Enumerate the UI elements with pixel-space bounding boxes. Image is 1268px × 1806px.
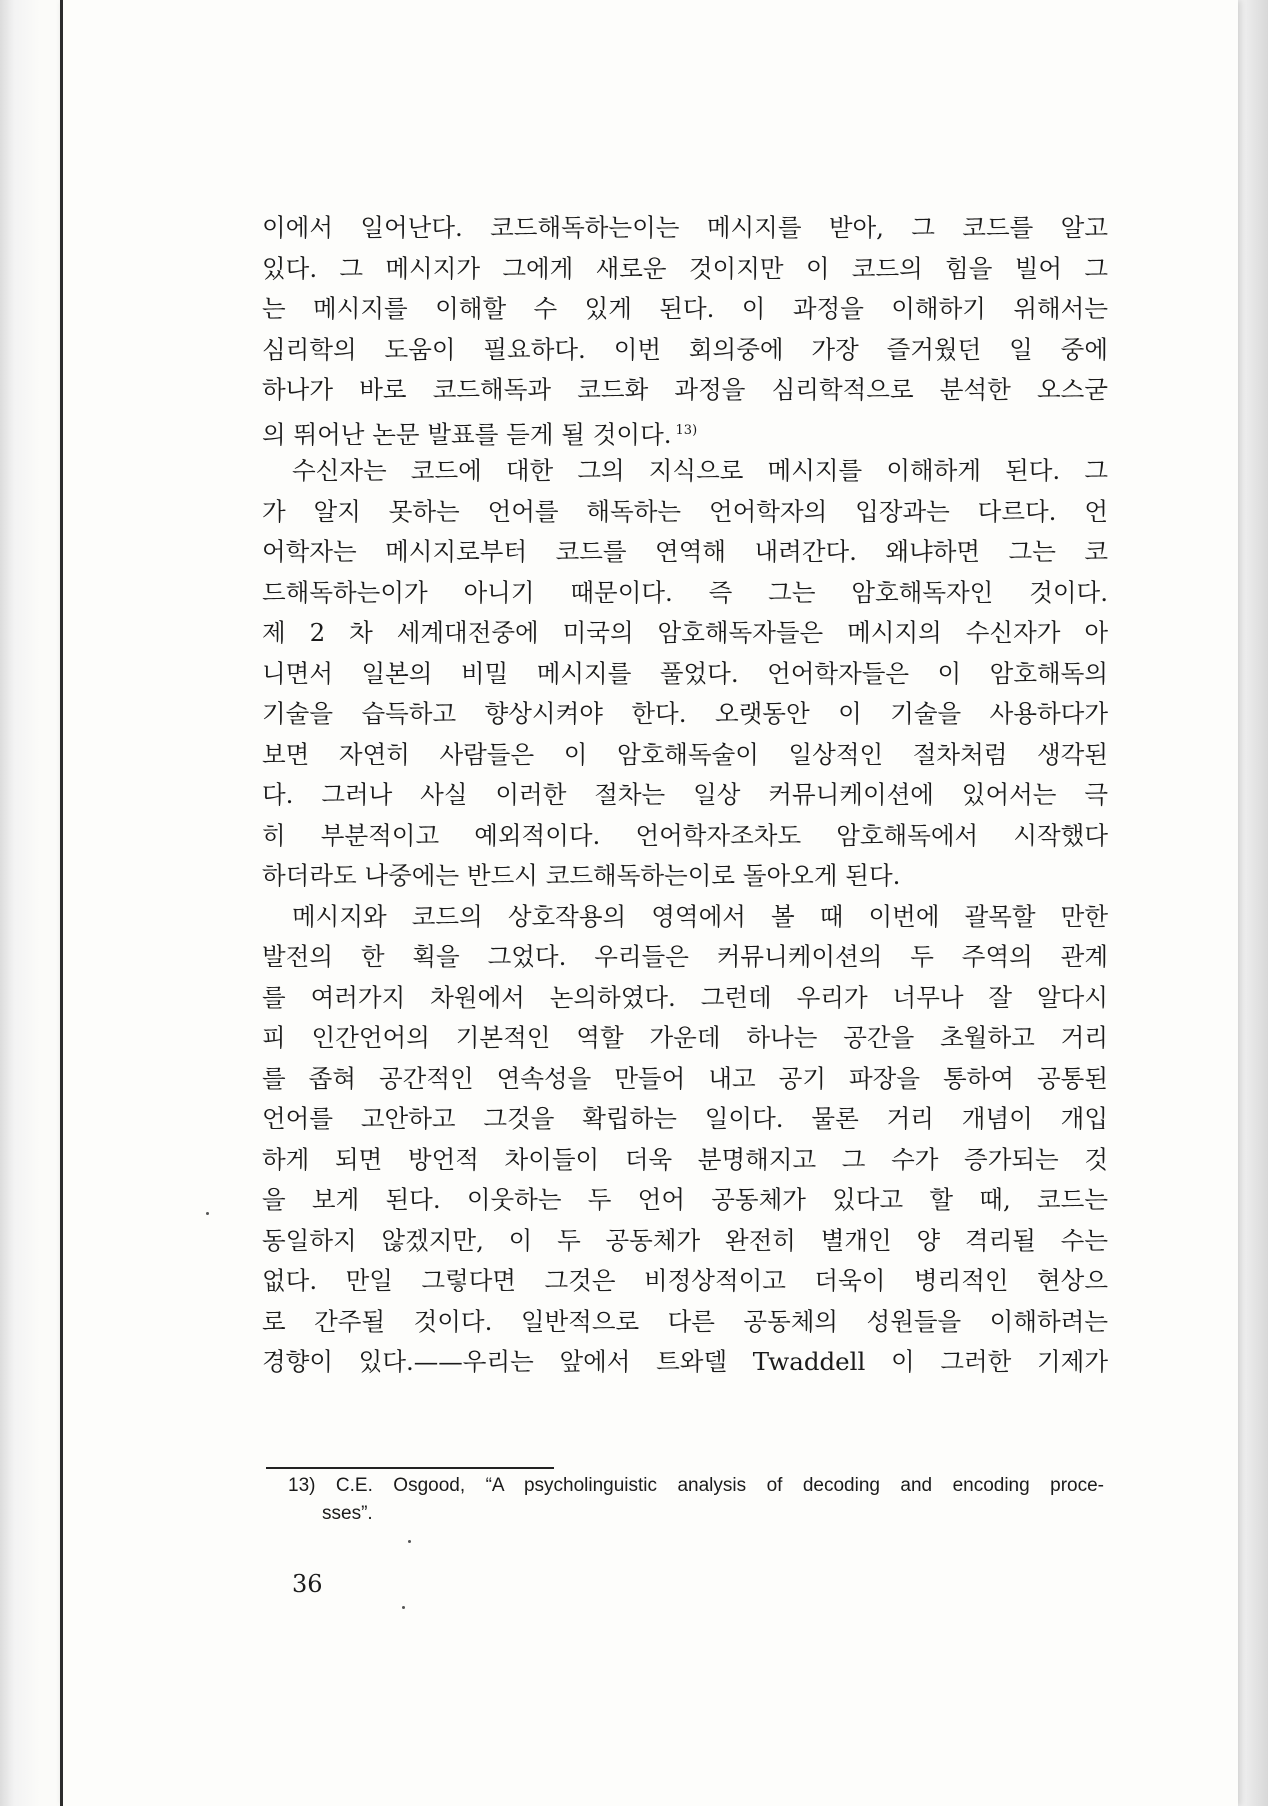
text-line: 니면서 일본의 비밀 메시지를 풀었다. 언어학자들은 이 암호해독의 [262,658,1108,688]
footnote-reference: 13) [675,422,698,438]
text-line-with-footnote-ref [262,411,1108,452]
paragraph-start-line: 수신자는 코드에 대한 그의 지식으로 메시지를 이해하게 된다. 그 [292,456,1108,485]
text-line: 하나가 바로 코드해독과 코드화 과정을 심리학적으로 분석한 오스굳 [262,375,1108,404]
page-number: 36 [292,1570,323,1598]
text-line: 없다. 만일 그렇다면 그것은 비정상적이고 더욱이 병리적인 현상으 [262,1266,1108,1295]
text-line: 이에서 일어난다. 코드해독하는이는 메시지를 받아, 그 코드를 알고 [262,213,1108,242]
text-line: 를 여러가지 차원에서 논의하였다. 그런데 우리가 너무나 잘 알다시 [262,982,1108,1012]
footnote [288,1472,1104,1528]
text-line: 는 메시지를 이해할 수 있게 된다. 이 과정을 이해하기 위해서는 [262,294,1108,323]
text-line: 다. 그러나 사실 이러한 절차는 일상 커뮤니케이션에 있어서는 극 [262,780,1108,809]
text-line: 발전의 한 획을 그었다. 우리들은 커뮤니케이션의 두 주역의 관계 [262,942,1108,971]
footnote-divider [266,1467,554,1469]
paragraph-start-line: 메시지와 코드의 상호작용의 영역에서 볼 때 이번에 괄목할 만한 [292,901,1108,931]
text-line: 히 부분적이고 예외적이다. 언어학자조차도 암호해독에서 시작했다 [262,820,1108,850]
text-line: 하게 되면 방언적 차이들이 더욱 분명해지고 그 수가 증가되는 것 [262,1144,1108,1174]
text-line: 언어를 고안하고 그것을 확립하는 일이다. 물론 거리 개념이 개입 [262,1104,1108,1133]
text-line: 보면 자연히 사람들은 이 암호해독술이 일상적인 절차처럼 생각된 [262,739,1108,769]
text-line: 를 좁혀 공간적인 연속성을 만들어 내고 공기 파장을 통하여 공통된 [262,1063,1108,1093]
scan-speck [206,1212,209,1215]
text-line: 을 보게 된다. 이웃하는 두 언어 공동체가 있다고 할 때, 코드는 [262,1185,1108,1214]
footnote-line: sses”. [322,1503,373,1524]
text-line: 심리학의 도움이 필요하다. 이번 회의중에 가장 즐거웠던 일 중에 [262,334,1108,364]
text-line-content: 의 뛰어난 논문 발표를 듣게 될 것이다. [262,419,672,449]
text-line: 제 2 차 세계대전중에 미국의 암호해독자들은 메시지의 수신자가 아 [262,618,1108,647]
scan-speck [402,1606,405,1609]
text-line: 경향이 있다.——우리는 앞에서 트와델 Twaddell 이 그러한 기제가 [262,1347,1108,1376]
text-line: 동일하지 않겠지만, 이 두 공동체가 완전히 별개인 양 격리될 수는 [262,1225,1108,1255]
footnote-line: 13) C.E. Osgood, “A psycholinguistic analysis of decoding and encoding proce- [288,1475,1104,1496]
text-line: 드해독하는이가 아니기 때문이다. 즉 그는 암호해독자인 것이다. [262,577,1108,607]
text-line: 하더라도 나중에는 반드시 코드해독하는이로 돌아오게 된다. [262,861,901,890]
text-line: 로 간주될 것이다. 일반적으로 다른 공동체의 성원들을 이해하려는 [262,1306,1108,1336]
body-text [262,208,1108,1383]
scan-speck [408,1540,411,1543]
text-line: 가 알지 못하는 언어를 해독하는 언어학자의 입장과는 다르다. 언 [262,496,1108,526]
text-line: 어학자는 메시지로부터 코드를 연역해 내려간다. 왜냐하면 그는 코 [262,537,1108,566]
text-line: 피 인간언어의 기본적인 역할 가운데 하나는 공간을 초월하고 거리 [262,1023,1108,1052]
text-line: 기술을 습득하고 향상시켜야 한다. 오랫동안 이 기술을 사용하다가 [262,699,1108,728]
text-line: 있다. 그 메시지가 그에게 새로운 것이지만 이 코드의 힘을 빌어 그 [262,253,1108,283]
